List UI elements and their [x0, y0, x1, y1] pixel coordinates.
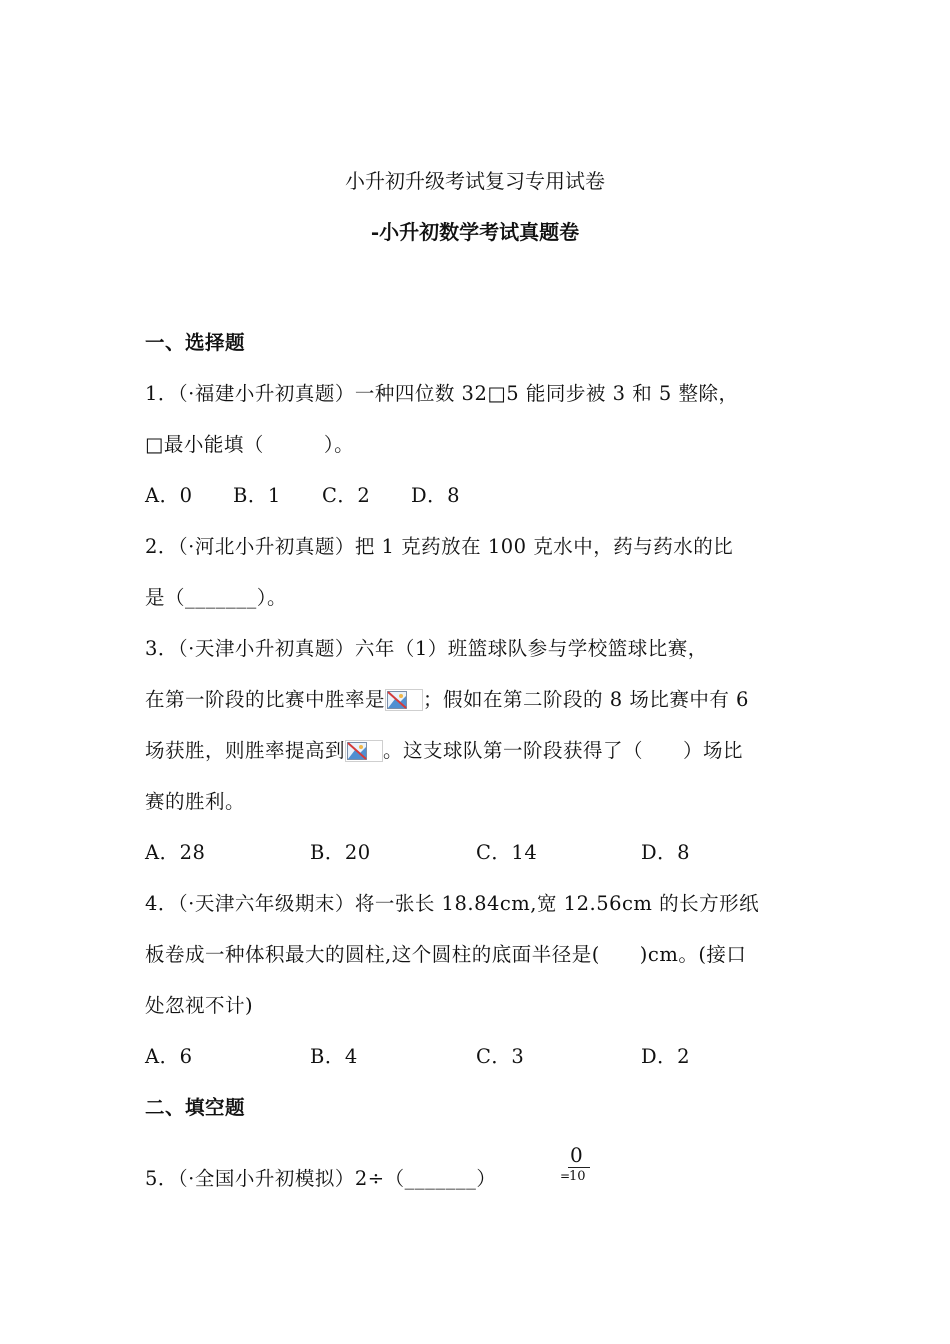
question-1-line-2: □最小能填（ ）。 — [145, 433, 355, 456]
question-4-options — [145, 1043, 845, 1071]
question-1-line-1: 1．（·福建小升初真题）一种四位数 32□5 能同步被 3 和 5 整除， — [145, 382, 739, 405]
fraction — [560, 1143, 600, 1189]
fraction-denominator: 10 — [569, 1169, 586, 1184]
question-3-options — [145, 839, 845, 867]
question-3-line-2-text-a: 在第一阶段的比赛中胜率是 — [145, 688, 386, 711]
question-3-line-3-text-b: 。这支球队第一阶段获得了（ ）场比 — [383, 739, 744, 762]
question-1-options — [145, 482, 845, 510]
fraction-bar — [568, 1167, 590, 1168]
question-3-line-2-text-b: ；假如在第二阶段的 8 场比赛中有 6 — [423, 688, 749, 711]
option-c: C．2 — [322, 484, 371, 507]
option-b: B．4 — [310, 1045, 358, 1068]
question-3-line-3 — [145, 737, 743, 765]
option-d: D．2 — [641, 1045, 691, 1068]
question-4-line-2: 板卷成一种体积最大的圆柱,这个圆柱的底面半径是( )cm。(接口 — [145, 943, 747, 966]
option-b: B．20 — [310, 841, 371, 864]
question-3-line-3-text-a: 场获胜，则胜率提高到 — [145, 739, 346, 762]
question-2-line-1: 2．（·河北小升初真题）把 1 克药放在 100 克水中，药与药水的比 — [145, 535, 734, 558]
option-b: B．1 — [233, 484, 281, 507]
broken-image-icon — [345, 740, 383, 762]
option-a: A．6 — [145, 1045, 193, 1068]
option-d: D．8 — [411, 484, 461, 507]
question-3-line-4: 赛的胜利。 — [145, 790, 246, 813]
question-2-line-2: 是（_______）。 — [145, 586, 288, 609]
option-a: A．0 — [145, 484, 193, 507]
section-heading-choice: 一、选择题 — [145, 331, 246, 354]
section-heading-fill: 二、填空题 — [145, 1096, 246, 1119]
option-a: A．28 — [145, 841, 206, 864]
question-5-line-1: 5．（·全国小升初模拟）2÷（_______） — [145, 1167, 497, 1190]
page-subtitle: -小升初数学考试真题卷 — [370, 220, 580, 244]
question-4-line-1: 4．（·天津六年级期末）将一张长 18.84cm,宽 12.56cm 的长方形纸 — [145, 892, 760, 915]
question-4-line-3: 处忽视不计) — [145, 994, 254, 1017]
fraction-numerator: 0 — [570, 1143, 583, 1167]
option-c: C．14 — [476, 841, 538, 864]
option-d: D．8 — [641, 841, 691, 864]
question-3-line-2 — [145, 686, 749, 714]
option-c: C．3 — [476, 1045, 525, 1068]
fraction-equals: = — [560, 1169, 571, 1183]
page-title: 小升初升级考试复习专用试卷 — [345, 169, 605, 193]
question-3-line-1: 3．（·天津小升初真题）六年（1）班篮球队参与学校篮球比赛， — [145, 637, 708, 660]
broken-image-icon — [385, 689, 423, 711]
